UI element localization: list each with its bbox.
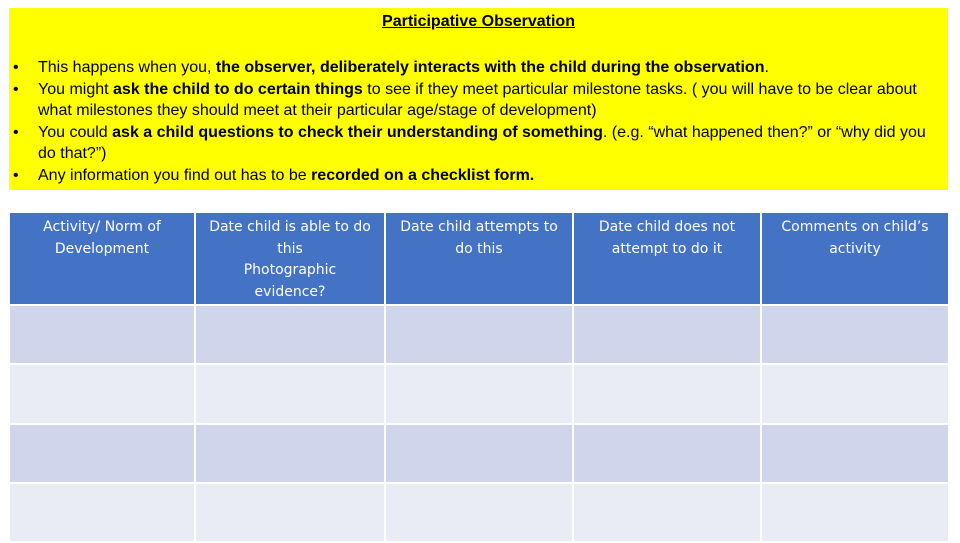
table-cell[interactable] xyxy=(573,305,761,364)
table-row xyxy=(9,364,949,423)
bullet-text: You might xyxy=(38,80,114,98)
column-header-line: Photographic xyxy=(243,262,337,278)
bullet-text: to see if they meet particular milestone tasks. ( you will have to be clear about what milestones they should meet at their particular age/stage of development) xyxy=(38,80,917,119)
bullet-text: . xyxy=(764,59,769,76)
table-row xyxy=(9,424,949,483)
bullet-item xyxy=(9,57,948,79)
column-header xyxy=(195,212,385,305)
column-header-line: do this xyxy=(455,240,503,257)
instructions-box xyxy=(9,8,948,190)
table-cell[interactable] xyxy=(573,483,761,542)
column-header xyxy=(573,212,761,305)
table-cell[interactable] xyxy=(385,364,573,423)
table-cell[interactable] xyxy=(195,424,385,483)
column-header-line: this xyxy=(277,240,303,257)
bullet-bold-text: the observer, deliberately interacts with the child during the observation xyxy=(215,59,765,76)
table-cell[interactable] xyxy=(9,424,195,483)
bullet-dot-icon: • xyxy=(13,166,19,184)
table-cell[interactable] xyxy=(9,305,195,364)
table-body xyxy=(9,305,949,542)
table-cell[interactable] xyxy=(385,305,573,364)
table-cell[interactable] xyxy=(573,424,761,483)
bullet-bold-text: ask the child to do certain things xyxy=(113,80,363,98)
column-header-line: evidence? xyxy=(254,283,326,300)
table-cell[interactable] xyxy=(385,483,573,542)
bullet-item xyxy=(9,165,948,187)
column-header-line: Date child does not xyxy=(598,219,736,235)
column-header-line: attempt to do it xyxy=(611,240,723,257)
column-header-line: Comments on child’s xyxy=(781,219,929,235)
column-header-line: Activity/ Norm of xyxy=(43,219,161,235)
bullet-text: You could xyxy=(38,123,113,141)
table-cell[interactable] xyxy=(195,305,385,364)
bullet-item xyxy=(9,122,948,165)
table-row xyxy=(9,483,949,542)
table-cell[interactable] xyxy=(9,364,195,423)
table-cell[interactable] xyxy=(761,364,949,423)
table-cell[interactable] xyxy=(761,483,949,542)
table-cell[interactable] xyxy=(385,424,573,483)
bullet-dot-icon: • xyxy=(13,59,19,76)
column-header xyxy=(385,212,573,305)
column-header-line: Date child is able to do xyxy=(209,219,371,235)
table-row xyxy=(9,305,949,364)
bullet-dot-icon: • xyxy=(13,80,19,98)
bullet-dot-icon: • xyxy=(13,123,19,141)
table-cell[interactable] xyxy=(9,483,195,542)
column-header-line: activity xyxy=(829,240,881,257)
observation-checklist-table xyxy=(8,211,950,543)
table-cell[interactable] xyxy=(195,483,385,542)
bullet-text: Any information you find out has to be xyxy=(38,166,312,184)
table-cell[interactable] xyxy=(761,305,949,364)
column-header xyxy=(9,212,195,305)
bullet-bold-text: ask a child questions to check their understanding of something xyxy=(112,123,603,141)
bullet-bold-text: recorded on a checklist form. xyxy=(311,166,535,184)
bullet-text: . (e.g. “what happened then?” or “why did you do that?”) xyxy=(38,123,926,162)
table-header-row xyxy=(9,212,949,305)
table-cell[interactable] xyxy=(573,364,761,423)
column-header-line: Date child attempts to xyxy=(400,219,558,235)
page-title: Participative Observation xyxy=(382,13,575,30)
bullet-list xyxy=(9,57,948,186)
table-cell[interactable] xyxy=(761,424,949,483)
bullet-text: This happens when you, xyxy=(38,59,216,76)
column-header-line: Development xyxy=(54,240,150,257)
column-header xyxy=(761,212,949,305)
bullet-item xyxy=(9,79,948,122)
table-cell[interactable] xyxy=(195,364,385,423)
